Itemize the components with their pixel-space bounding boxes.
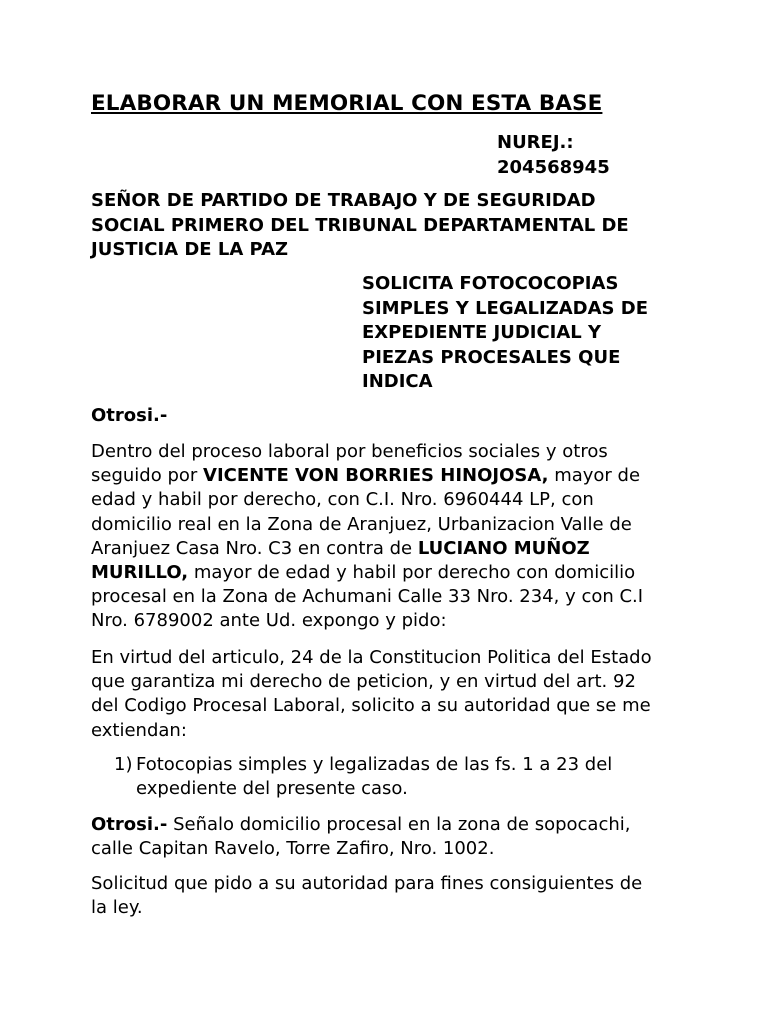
list-number: 1)	[114, 754, 133, 775]
paragraph-line: En virtud del articulo, 24 de la Constitucion Politica del Estado	[91, 647, 652, 668]
paragraph-line	[91, 464, 643, 488]
nurej-label: NUREJ.:	[497, 132, 574, 153]
list-item-text	[136, 753, 612, 801]
request-line: SOLICITA FOTOCOCOPIAS	[362, 273, 619, 294]
text-fragment: mayor de edad y habil por derecho con domicilio	[188, 562, 636, 584]
addressee-line: SEÑOR DE PARTIDO DE TRABAJO Y DE SEGURIDAD	[91, 190, 596, 211]
request-line: EXPEDIENTE JUDICIAL Y	[362, 322, 602, 343]
paragraph-line: domicilio real en la Zona de Aranjuez, Urbanizacion Valle de	[91, 513, 632, 535]
facts-paragraph	[91, 440, 643, 634]
text-fragment: mayor de	[548, 465, 641, 487]
paragraph-line: extiendan:	[91, 719, 187, 741]
paragraph-line: la ley.	[91, 897, 143, 919]
addressee-line: SOCIAL PRIMERO DEL TRIBUNAL DEPARTAMENTAL DE	[91, 214, 629, 236]
text-fragment: seguido por	[91, 465, 204, 487]
text-fragment: Señalo domicilio procesal en la zona de sopocachi,	[167, 814, 631, 835]
paragraph-line: procesal en la Zona de Achumani Calle 33 Nro. 234, y con C.I	[91, 586, 644, 608]
otrosi-label: Otrosi.-	[91, 814, 168, 835]
paragraph-line: Nro. 6789002 ante Ud. expongo y pido:	[91, 610, 447, 632]
document-title: ELABORAR UN MEMORIAL CON ESTA BASE	[91, 91, 603, 116]
nurej-block	[497, 131, 610, 180]
paragraph-line: Dentro del proceso laboral por beneficios sociales y otros	[91, 441, 608, 462]
addressee-line: JUSTICIA DE LA PAZ	[91, 239, 289, 260]
paragraph-line: Solicitud que pido a su autoridad para fines consiguientes de	[91, 873, 643, 894]
paragraph-line: edad y habil por derecho, con C.I. Nro. 6960444 LP, con	[91, 489, 594, 511]
list-line: expediente del presente caso.	[136, 778, 408, 800]
paragraph-line	[91, 561, 643, 585]
legal-basis-paragraph	[91, 646, 652, 743]
otrosi-paragraph	[91, 813, 630, 861]
paragraph-line: del Codigo Procesal Laboral, solicito a su autoridad que se me	[91, 695, 651, 717]
closing-paragraph	[91, 872, 642, 920]
request-line: INDICA	[362, 371, 433, 392]
defendant-name: MURILLO,	[91, 562, 189, 584]
list-line: Fotocopias simples y legalizadas de las fs. 1 a 23 del	[136, 754, 613, 775]
request-line: SIMPLES Y LEGALIZADAS DE	[362, 297, 649, 319]
nurej-number: 204568945	[497, 156, 610, 178]
paragraph-line	[91, 537, 643, 561]
paragraph-line: calle Capitan Ravelo, Torre Zafiro, Nro. 1002.	[91, 838, 495, 860]
paragraph-line	[91, 813, 630, 837]
request-summary	[362, 272, 648, 395]
text-fragment: Aranjuez Casa Nro. C3 en contra de	[91, 537, 418, 559]
paragraph-line: que garantiza mi derecho de peticion, y en virtud del art. 92	[91, 671, 636, 693]
plaintiff-name: VICENTE VON BORRIES HINOJOSA,	[203, 465, 549, 487]
addressee-block	[91, 189, 681, 263]
defendant-name: LUCIANO MUÑOZ	[417, 537, 590, 559]
otrosi-heading: Otrosi.-	[91, 405, 168, 426]
request-line: PIEZAS PROCESALES QUE	[362, 346, 621, 368]
